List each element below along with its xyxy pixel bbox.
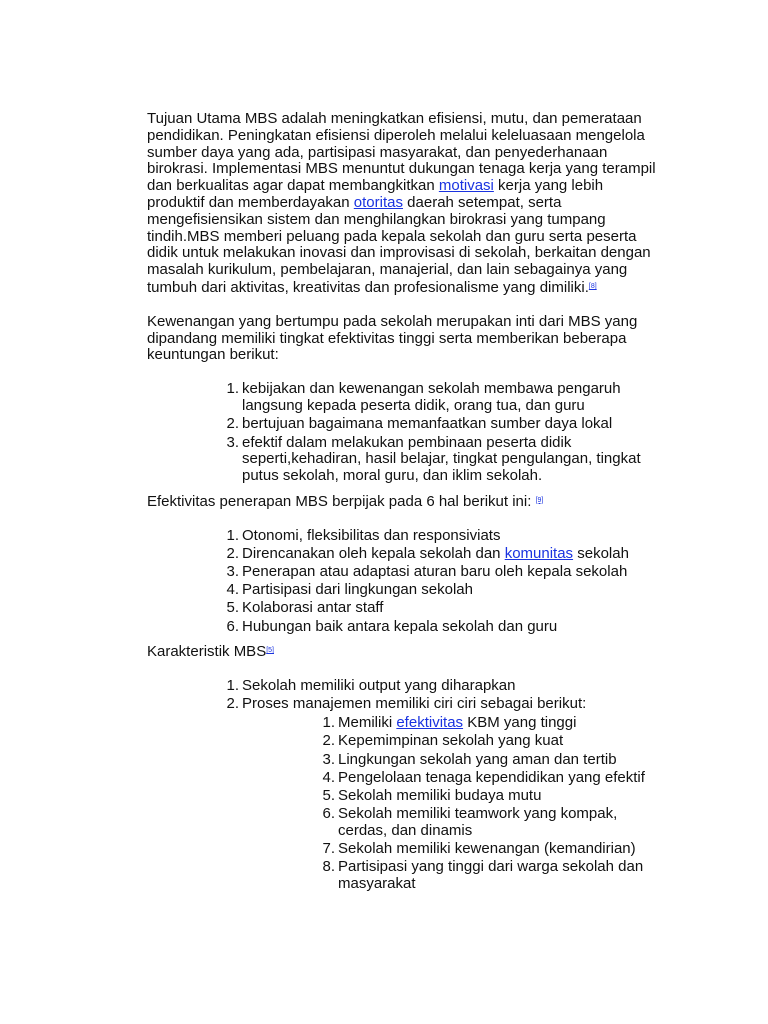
list-item: 2. Direncanakan oleh kepala sekolah dan komunitas sekolah [226, 544, 629, 562]
link-motivasi[interactable]: motivasi [438, 177, 494, 195]
paragraph-karakteristik: Karakteristik MBS[5] [147, 643, 274, 661]
sublist-item: 2. Kepemimpinan sekolah yang kuat [322, 732, 564, 750]
sublist-item: 1. Memiliki efektivitas KBM yang tinggi [322, 714, 577, 732]
sublist-item: 7. Sekolah memiliki kewenangan (kemandirian) [322, 840, 636, 858]
footnote-ref[interactable]: [5] [266, 647, 274, 655]
document-page [147, 111, 662, 894]
footnote-ref[interactable]: [8] [588, 282, 597, 290]
sublist-item: 4. Pengelolaan tenaga kependidikan yang efektif [322, 768, 645, 786]
sublist-item: 8. Partisipasi yang tinggi dari warga sekolah dan masyarakat [322, 858, 644, 893]
list-item: 4. Partisipasi dari lingkungan sekolah [226, 581, 473, 599]
list-keuntungan [147, 381, 662, 485]
sublist-item: 3. Lingkungan sekolah yang aman dan tertib [322, 750, 617, 768]
list-karakteristik [147, 678, 662, 893]
list-item: 1. kebijakan dan kewenangan sekolah membawa pengaruh langsung kepada peserta didik, orang tua, dan guru [226, 380, 621, 414]
link-efektivitas[interactable]: efektivitas [396, 714, 464, 732]
list-item: 6. Hubungan baik antara kepala sekolah dan guru [226, 617, 558, 635]
sublist-item: 5. Sekolah memiliki budaya mutu [322, 787, 542, 804]
list-item: 3. efektif dalam melakukan pembinaan peserta didik seperti,kehadiran, hasil belajar, tingkat pengulangan, tingkat putus sekolah, moral guru, dan iklim sekolah. [226, 433, 641, 485]
list-item: 3. Penerapan atau adaptasi aturan baru oleh kepala sekolah [226, 563, 628, 581]
list-item: 1. Sekolah memiliki output yang diharapkan [226, 677, 516, 695]
list-item: 5. Kolaborasi antar staff [226, 599, 384, 617]
footnote-ref[interactable]: [9] [535, 496, 544, 504]
list-item: 2. Proses manajemen memiliki ciri ciri sebagai berikut: 1. Memiliki efektivitas KBM yang tinggi 2. Kepemimpinan sekolah yang kuat 3. Lingkungan sekolah yang aman dan tertib 4. Pengelolaan tenaga kependidikan yang efektif 5. Sekolah memiliki budaya mutu 6. Sekolah memiliki teamwork yang kompak, cerdas, dan dinamis 7. Sekolah memiliki kewenangan (kemandirian) 8. Partisipasi yang tinggi dari warga sekolah dan masyarakat [147, 696, 662, 893]
list-item: 2. bertujuan bagaimana memanfaatkan sumber daya lokal [226, 415, 613, 433]
list-efektivitas [147, 528, 662, 636]
link-otoritas[interactable]: otoritas [353, 193, 403, 211]
link-komunitas[interactable]: komunitas [504, 544, 574, 562]
sublist-proses-manajemen [242, 715, 662, 893]
sublist-item: 6. Sekolah memiliki teamwork yang kompak, cerdas, dan dinamis [322, 805, 618, 839]
paragraph-efektivitas: Efektivitas penerapan MBS berpijak pada 6 hal berikut ini: [9] [147, 492, 544, 510]
list-item: 1. Otonomi, fleksibilitas dan responsiviats [226, 526, 501, 544]
paragraph-tujuan: Tujuan Utama MBS adalah meningkatkan efisiensi, mutu, dan pemerataan pendidikan. Peningkatan efisiensi diperoleh melalui keleluasaan mengelola sumber daya yang ada, partisipasi masyarakat, dan penyederhanaan birokrasi. Implementasi MBS menuntut dukungan tenaga kerja yang terampil dan berkualitas agar dapat membangkitkan motivasi kerja yang lebih produktif dan memberdayakan otoritas daerah setempat, serta mengefisiensikan sistem dan menghilangkan birokrasi yang tumpang tindih.MBS memberi peluang pada kepala sekolah dan guru serta peserta didik untuk melakukan inovasi dan improvisasi di sekolah, berkaitan dengan masalah kurikulum, pembelajaran, manajerial, dan lain sebagainya yang tumbuh dari aktivitas, kreativitas dan profesionalisme yang dimiliki.[8] [147, 110, 656, 296]
paragraph-kewenangan: Kewenangan yang bertumpu pada sekolah merupakan inti dari MBS yang dipandang memiliki tingkat efektivitas tinggi serta memberikan beberapa keuntungan berikut: [147, 312, 638, 364]
